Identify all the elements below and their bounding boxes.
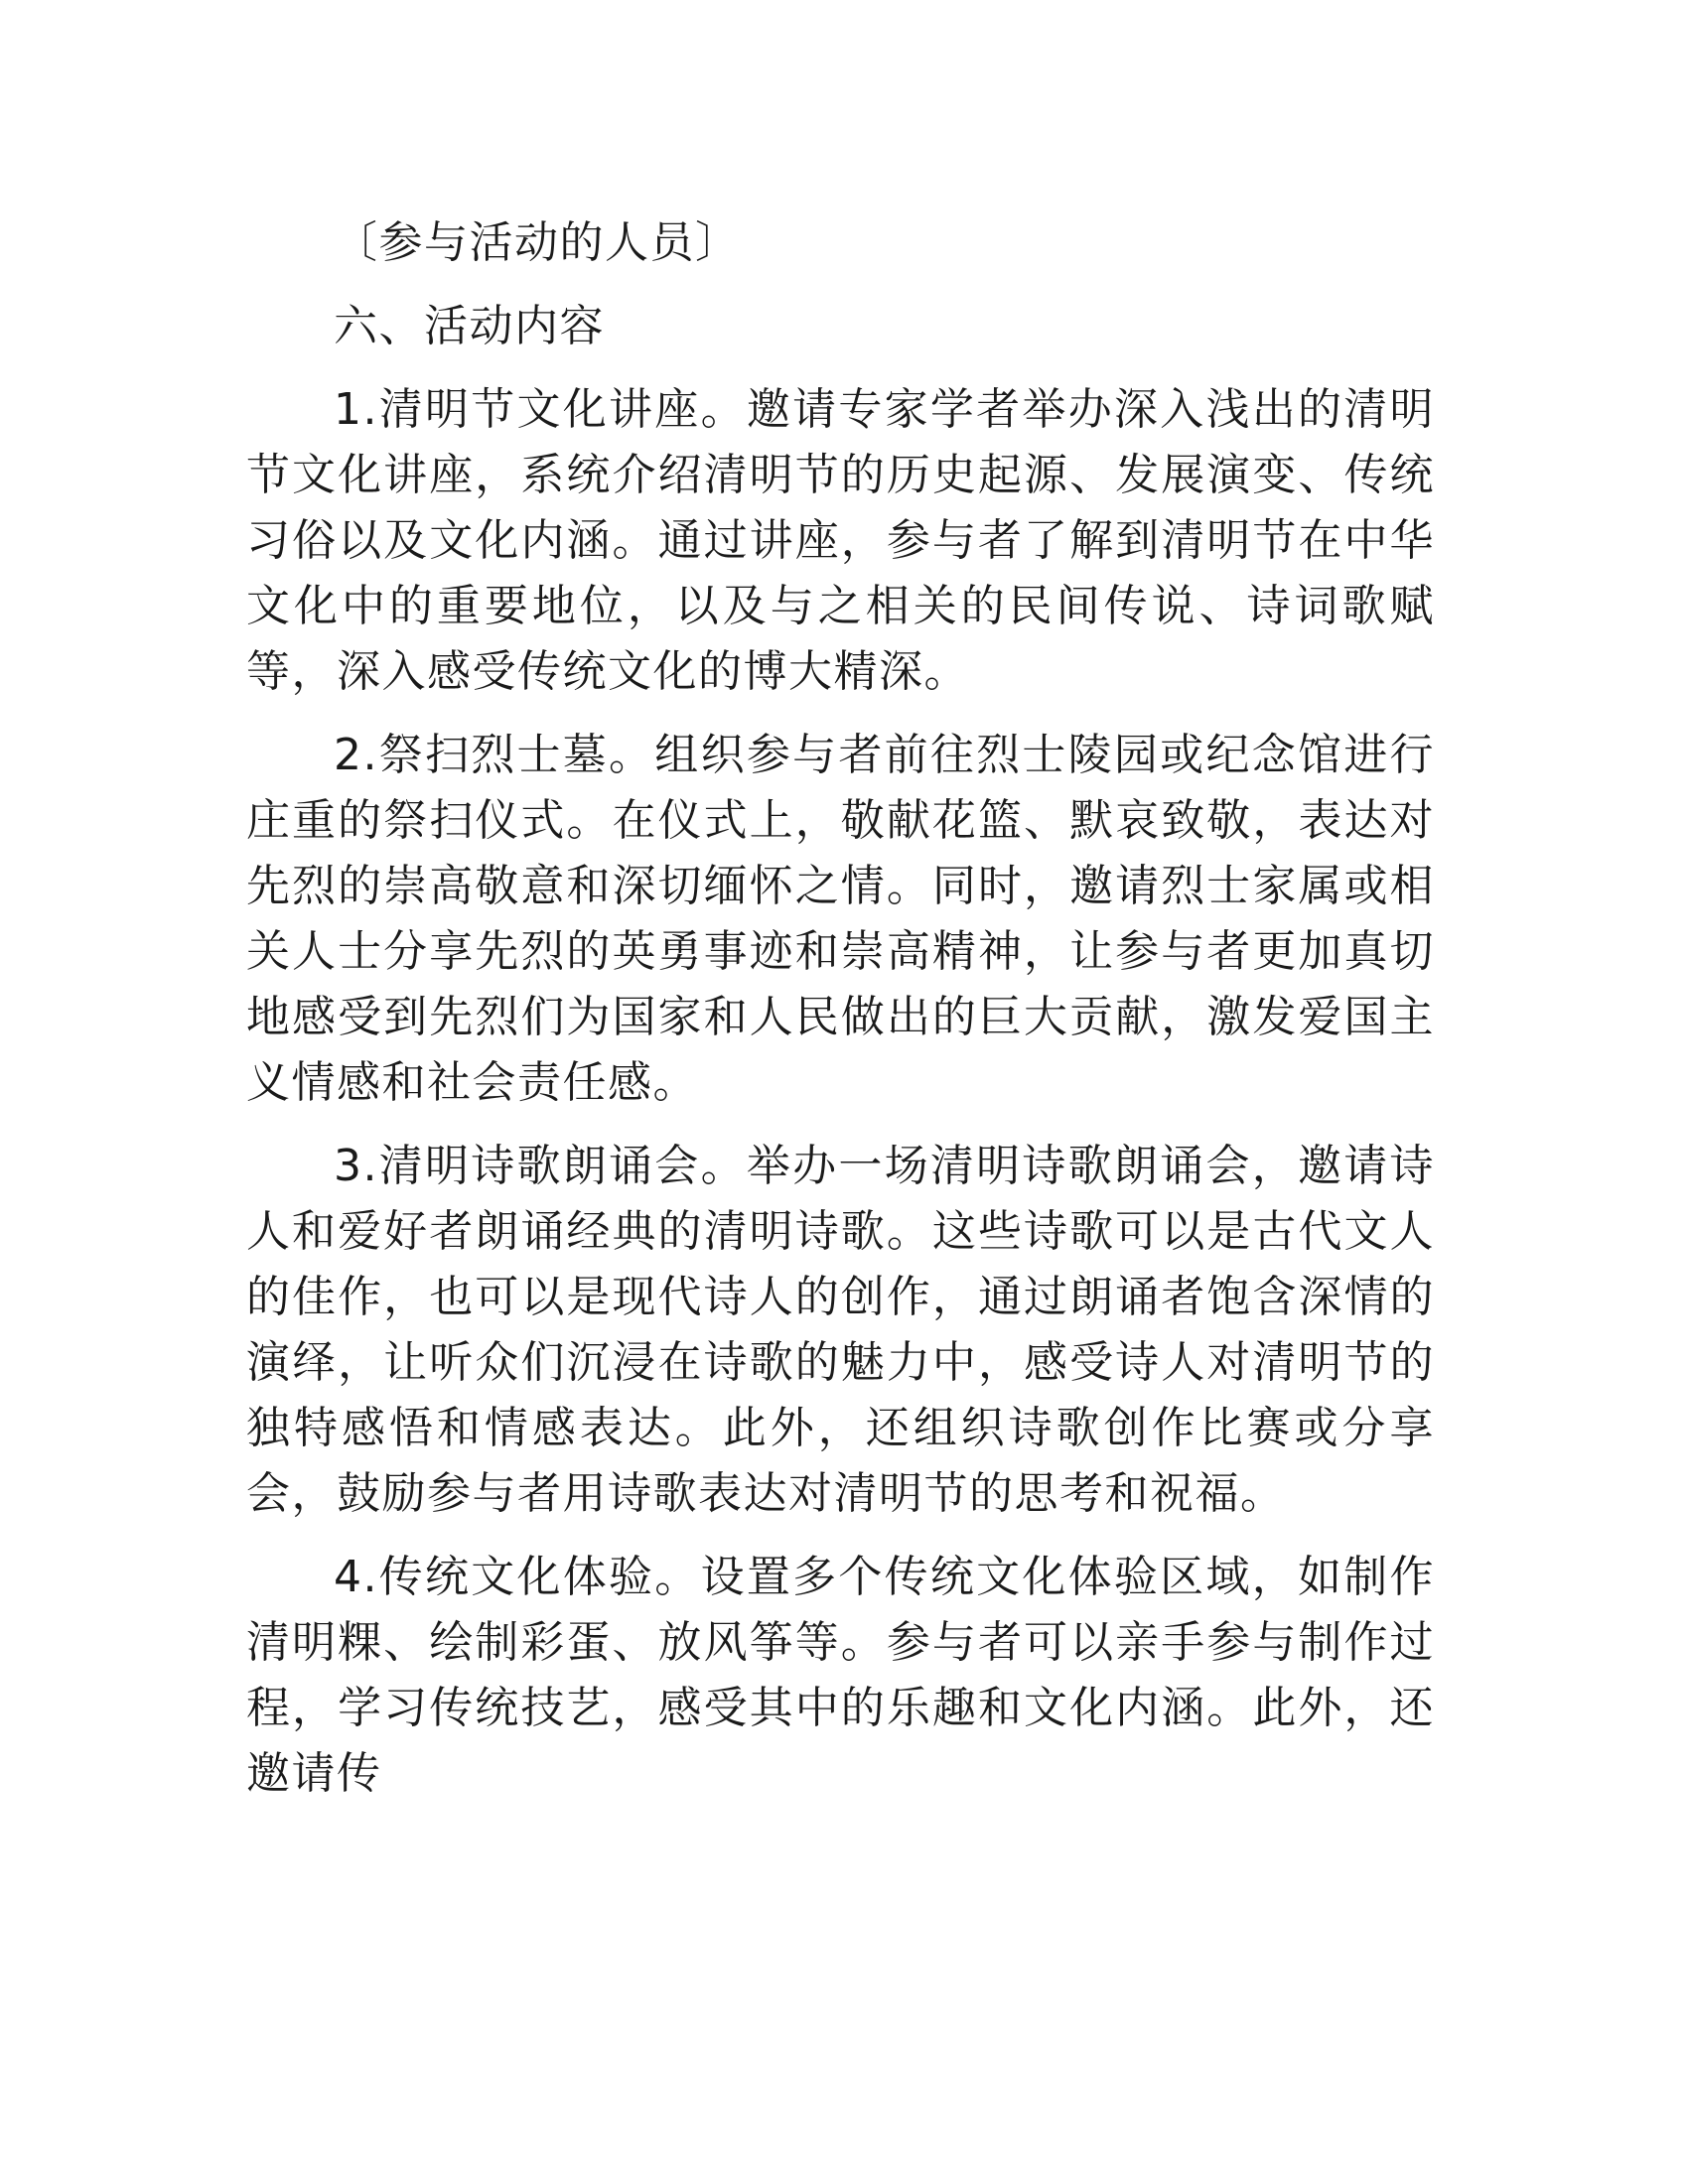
paragraph-poetry-recital: 3.清明诗歌朗诵会。举办一场清明诗歌朗诵会，邀请诗人和爱好者朗诵经典的清明诗歌。这些诗歌可以是古代文人的佳作，也可以是现代诗人的创作，通过朗诵者饱含深情的演绎，让听众们沉浸在诗歌的魅力中，感受诗人对清明节的独特感悟和情感表达。此外，还组织诗歌创作比赛或分享会，鼓励参与者用诗歌表达对清明节的思考和祝福。 <box>246 1141 1435 1519</box>
paragraph-lecture: 1.清明节文化讲座。邀请专家学者举办深入浅出的清明节文化讲座，系统介绍清明节的历史起源、发展演变、传统习俗以及文化内涵。通过讲座，参与者了解到清明节在中华文化中的重要地位，以及与之相关的民间传说、诗词歌赋等，深入感受传统文化的博大精深。 <box>246 384 1435 697</box>
section-heading: 六、活动内容 <box>334 301 605 351</box>
paragraph-tomb-sweeping: 2.祭扫烈士墓。组织参与者前往烈士陵园或纪念馆进行庄重的祭扫仪式。在仪式上，敬献花篮、默哀致敬，表达对先烈的崇高敬意和深切缅怀之情。同时，邀请烈士家属或相关人士分享先烈的英勇事迹和崇高精神，让参与者更加真切地感受到先烈们为国家和人民做出的巨大贡献，激发爱国主义情感和社会责任感。 <box>246 730 1435 1108</box>
paragraph-culture-experience: 4.传统文化体验。设置多个传统文化体验区域，如制作清明粿、绘制彩蛋、放风筝等。参与者可以亲手参与制作过程，学习传统技艺，感受其中的乐趣和文化内涵。此外，还邀请传 <box>246 1552 1435 1799</box>
document-body <box>246 210 1435 1825</box>
participants-line: 〔参与活动的人员〕 <box>334 217 741 268</box>
